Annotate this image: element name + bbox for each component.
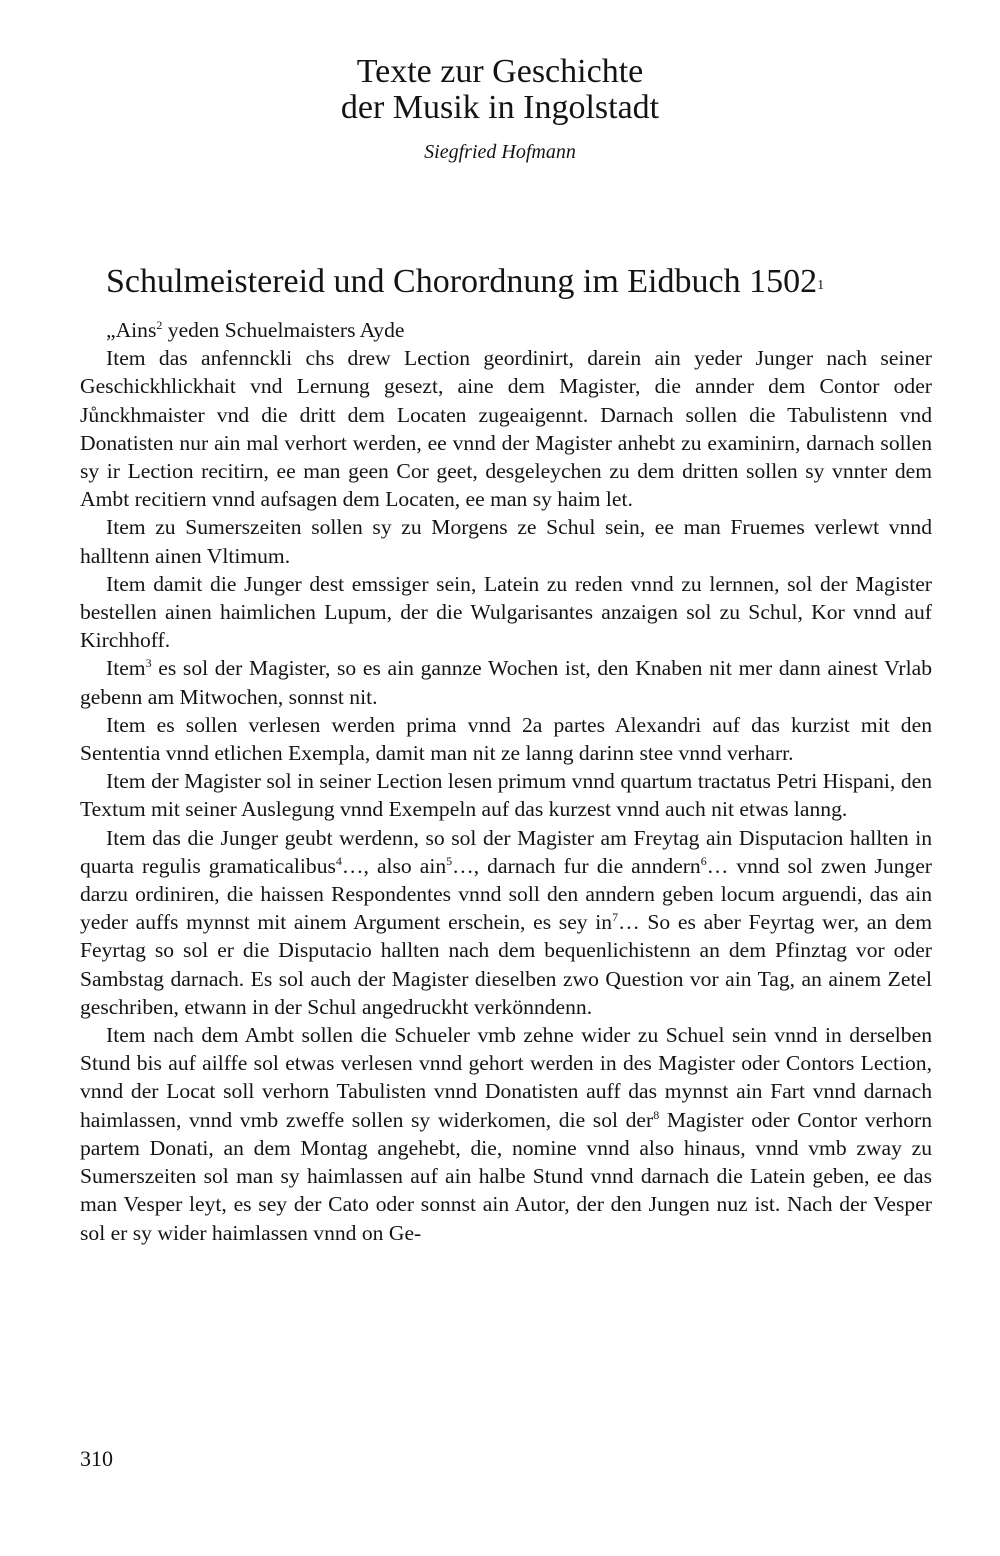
paragraph <box>80 824 932 1021</box>
paragraph-text: Item es sollen verlesen werden prima vnnd 2a partes Alexandri auf das kurzist mit den Sententia vnnd etlichen Exempla, damit man nit ze lanng darinn stee vnnd verharr. <box>80 712 932 766</box>
paragraph <box>80 711 932 767</box>
paragraph <box>80 344 932 513</box>
paragraph-text: Magister oder Contor verhorn partem Donati, an dem Montag angehebt, die, nomine vnnd also hinaus, vnnd vmb zway zu Sumerszeiten sol man sy haimlassen auf ain halbe Stund vnnd darnach die Latein geben, ee das man Vesper leyt, es sey der Cato oder sonnst ain Autor, der den Jungen nuz ist. Nach der Vesper sol er sy wider haimlassen vnnd on Ge- <box>80 1107 933 1245</box>
book-title-line-2: der Musik in Ingolstadt <box>340 89 660 126</box>
body-text <box>80 316 932 1247</box>
paragraph <box>80 1021 932 1247</box>
paragraph <box>80 767 932 823</box>
paragraph <box>80 654 932 710</box>
paragraph-text: …, also ain <box>341 853 447 878</box>
paragraph-text: Item der Magister sol in seiner Lection lesen primum vnnd quartum tractatus Petri Hispani, den Textum mit seiner Auslegung vnnd Exempeln auf das kurzest vnnd auch nit etwas lanng. <box>80 769 932 822</box>
footnote-marker: 8 <box>653 1107 660 1122</box>
book-title-line-1: Texte zur Geschichte <box>356 53 644 90</box>
paragraph-text: … So es aber Feyrtag wer, an dem Feyrtag so sol er die Disputacio hallten nach dem bequenlichistenn an dem Pfinztag vor oder Sambstag darnach. Es sol auch der Magister dieselben zwo Question vor ain Tag, an ainem Zetel geschriben, etwann in der Schul angedruckht verkönndenn. <box>80 910 933 1019</box>
paragraph-text: …, darnach fur die anndern <box>452 853 701 878</box>
paragraph-text: es sol der Magister, so es ain gannze Wochen ist, den Knaben nit mer dann ainest Vrlab gebenn am Mitwochen, sonnst nit. <box>80 656 932 709</box>
footnote-marker: 6 <box>700 853 707 868</box>
paragraph-text: … vnnd sol zwen Junger darzu ordiniren, die haissen Respondentes vnnd soll den anndern geben locum arguendi, das ain yeder auffs mynnst mit ainem Argument erschein, es sey in <box>80 853 932 935</box>
paragraph-text: Item <box>106 656 146 681</box>
paragraph <box>80 316 932 344</box>
paragraph <box>80 570 932 655</box>
book-title <box>250 54 750 126</box>
footnote-marker: 7 <box>612 910 619 925</box>
page-number: 310 <box>80 1446 113 1471</box>
footnote-marker: 2 <box>156 317 163 332</box>
footnote-marker: 1 <box>817 278 825 293</box>
author-name: Siegfried Hofmann <box>424 141 576 163</box>
paragraph <box>80 513 932 569</box>
section-heading-text: Schulmeistereid und Chorordnung im Eidbuch 1502 <box>106 263 818 300</box>
paragraph-text: yeden Schuelmaisters Ayde <box>162 318 405 342</box>
paragraph-text: Item das anfennckli chs drew Lection geordinirt, darein ain yeder Junger nach seiner Geschickhlickhait vnd Lernung gesezt, aine dem Magister, die annder dem Contor oder Jůnckhmaister vnd die dritt dem Locaten zugeaigennt. Darnach sollen die Tabulistenn vnd Donatisten nur ain mal verhort werden, ee vnnd der Magister anhebt zu examinirn, darnach sollen sy ir Lection recitirn, ee man geen Cor geet, desgeleychen zu dem dritten sollen sy vnnter dem Ambt recitiern vnnd aufsagen dem Locaten, ee man sy haim let. <box>80 346 932 512</box>
paragraph-text: Item das die Junger geubt werdenn, so sol der Magister am Freytag ain Disputacion hallten in quarta regulis gramaticalibus <box>80 825 932 878</box>
footnote-marker: 4 <box>335 853 342 868</box>
section-heading <box>106 262 926 302</box>
footnote-marker: 3 <box>145 656 152 671</box>
paragraph-text: Item nach dem Ambt sollen die Schueler vmb zehne wider zu Schuel sein vnnd in derselben Stund bis auf ailffe sol etwas verlesen vnnd gehort werden in des Magister oder Contors Lection, vnnd der Locat soll verhorn Tabulisten vnnd Donatisten auff das mynnst ain Fart vnnd darnach haimlassen, vnnd vmb zweffe sollen sy widerkomen, die sol der <box>80 1023 932 1132</box>
paragraph-text: Item zu Sumerszeiten sollen sy zu Morgens ze Schul sein, ee man Fruemes verlewt vnnd halltenn ainen Vltimum. <box>80 515 932 568</box>
paragraph-text: Item damit die Junger dest emssiger sein, Latein zu reden vnnd zu lernnen, sol der Magister bestellen ainen haimlichen Lupum, der die Wulgarisantes anzaigen sol zu Schul, Kor vnnd auf Kirchhoff. <box>80 571 932 653</box>
footnote-marker: 5 <box>446 853 453 868</box>
paragraph-text: „Ains <box>106 318 157 342</box>
